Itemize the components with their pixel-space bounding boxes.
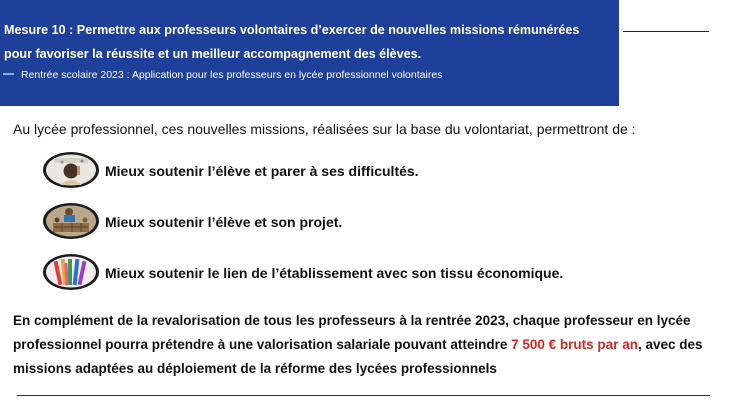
bullet-label: Mieux soutenir le lien de l’établissement avec son tissu économique. bbox=[105, 265, 564, 281]
measure-subtitle bbox=[3, 67, 442, 83]
bullet-item-economic-link bbox=[42, 253, 602, 299]
student-thinking-icon bbox=[42, 151, 100, 189]
top-divider bbox=[623, 31, 709, 32]
measure-title: Mesure 10 : Permettre aux professeurs volontaires d’exercer de nouvelles missions rémunérées pour favoriser la réussite et un meilleur accompagnement des élèves. bbox=[4, 23, 580, 61]
conclusion-text-start: En complément de la revalorisation de tous les professeurs à la rentrée 2023, chaque professeur en lycée professionnel pourra prétendre à une valorisation salariale pouvant atteindre bbox=[13, 313, 691, 352]
bullet-label: Mieux soutenir l’élève et parer à ses difficultés. bbox=[105, 163, 419, 179]
measure-subtitle-text: Rentrée scolaire 2023 : Application pour les professeurs en lycée professionnel volontaires bbox=[21, 69, 443, 81]
intro-text: Au lycée professionnel, ces nouvelles missions, réalisées sur la base du volontariat, permettront de : bbox=[13, 121, 636, 137]
conclusion-text-end: , avec des missions adaptées au déploiement de la réforme des lycées professionnels bbox=[13, 337, 703, 376]
bullet-label: Mieux soutenir l’élève et son projet. bbox=[105, 214, 343, 230]
bullet-item-difficulties bbox=[42, 151, 602, 197]
conclusion-text bbox=[13, 309, 713, 381]
measure-banner bbox=[0, 0, 619, 106]
bottom-divider bbox=[17, 395, 710, 396]
bullet-item-project bbox=[42, 202, 602, 248]
colored-pencils-icon bbox=[42, 253, 100, 291]
salary-highlight: 7 500 € bruts par an bbox=[511, 337, 638, 352]
dash-icon bbox=[3, 73, 14, 75]
teacher-with-students-icon bbox=[42, 202, 100, 240]
